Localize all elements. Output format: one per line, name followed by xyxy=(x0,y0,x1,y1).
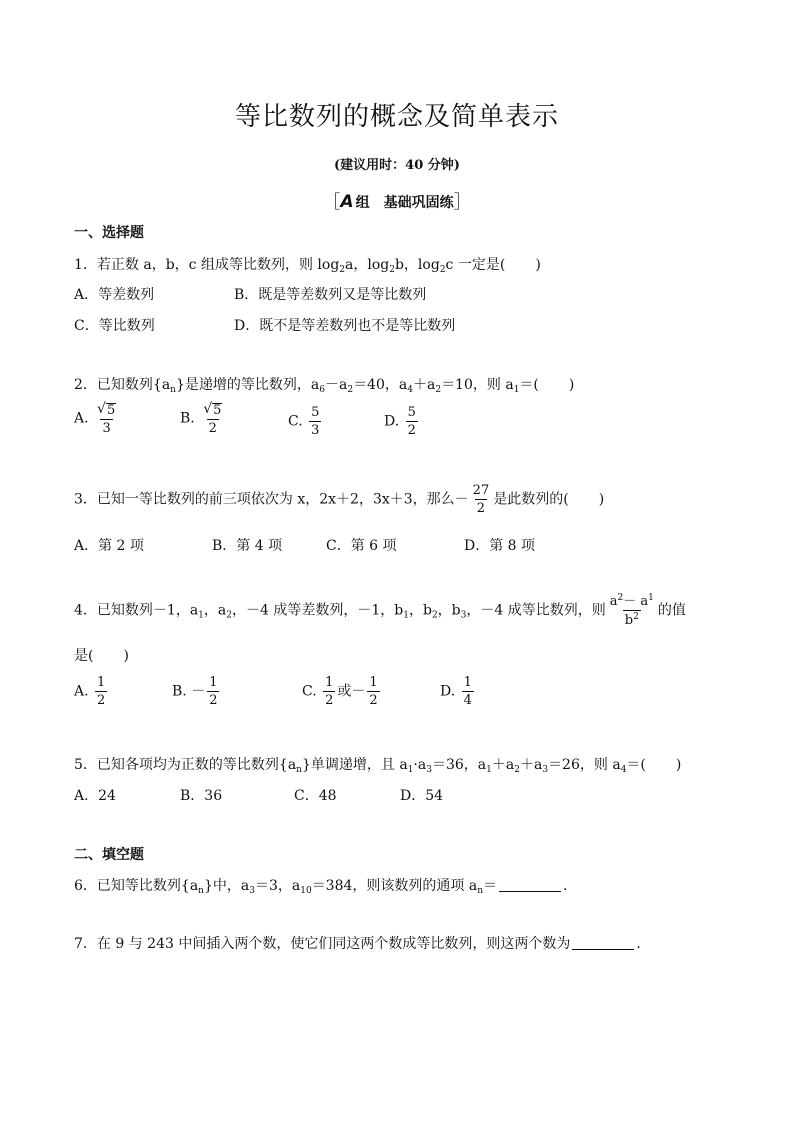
group-letter: A xyxy=(340,192,354,212)
bracket-open: ［ xyxy=(322,192,341,213)
question-2-option-a: A. √ 5 3 xyxy=(74,401,116,436)
group-label: 组 基础巩固练 xyxy=(355,195,454,211)
question-2-option-b: B. √ 5 2 xyxy=(180,401,222,436)
question-4-option-a: A. $\frac{1}{2}$ xyxy=(74,675,106,708)
question-5-stem: 5．已知各项均为正数的等比数列$\{a_n\}$单调递增，且 $a_1\cdot a_3=36$，$a_1+a_2+a_3=26$，则 $a_4=$( ) xyxy=(74,757,682,775)
question-5-option-b: B．36 xyxy=(180,788,223,804)
question-2-option-d: D. $\frac{5}{2}$ xyxy=(384,405,416,438)
section-choice: 一、选择题 xyxy=(74,225,144,241)
question-3-option-c: C．第 6 项 xyxy=(326,538,397,554)
page-title: 等比数列的概念及简单表示 xyxy=(234,102,559,132)
question-2-stem: 2．已知数列$\{a_n\}$是递增的等比数列，$a_6-a_2=40$，$a_4+a_2=10$，则 $a_1=$( ) xyxy=(74,377,575,395)
question-7-stem: 7．在 9 与 243 中间插入两个数，使它们同这两个数成等比数列，则这两个数为 . xyxy=(74,936,641,952)
question-3-option-a: A．第 2 项 xyxy=(74,538,144,554)
question-3-stem: 3．已知一等比数列的前三项依次为 x，2x＋2，3x＋3，那么－ $\frac{27}{2}$ 是此数列的( ) xyxy=(74,483,605,516)
bracket-close: ］ xyxy=(453,192,472,213)
question-4-option-c: C. $\frac{1}{2}$ 或－ $\frac{1}{2}$ xyxy=(302,675,378,708)
question-4-stem-cont: 是( ) xyxy=(74,648,129,664)
question-3-option-b: B．第 4 项 xyxy=(212,538,283,554)
answer-blank-7[interactable] xyxy=(572,935,634,950)
time-hint: (建议用时：40 分钟) xyxy=(334,158,460,173)
question-1-option-b: B．既是等差数列又是等比数列 xyxy=(234,287,427,303)
question-4-stem: 4．已知数列－1，$a_1$，$a_2$，－4 成等差数列，－1，$b_1$，$b_2$，$b_3$，－4 成等比数列，则 $\frac{a^2- a^1}{b^2}$ 的值 xyxy=(74,593,686,628)
question-2-option-c: C. $\frac{5}{3}$ xyxy=(288,405,320,438)
question-5-option-d: D．54 xyxy=(400,788,444,804)
question-1-option-d: D．既不是等差数列也不是等比数列 xyxy=(234,318,456,334)
question-4-option-d: D. $\frac{1}{4}$ xyxy=(440,675,472,708)
question-3-option-d: D．第 8 项 xyxy=(464,538,536,554)
group-header xyxy=(0,188,794,214)
question-5-option-c: C．48 xyxy=(294,788,337,804)
question-4-option-b: B. － $\frac{1}{2}$ xyxy=(172,675,218,708)
question-6-stem: 6．已知等比数列$\{a_n\}$中，$a_3=3$，$a_{10}=384$，则该数列的通项 $a_n=$ . xyxy=(74,878,568,896)
section-fill: 二、填空题 xyxy=(74,847,144,863)
question-1-option-c: C．等比数列 xyxy=(74,318,155,334)
answer-blank-6[interactable] xyxy=(499,877,561,892)
question-5-option-a: A．24 xyxy=(74,788,116,804)
question-1-stem: 1．若正数 a，b，c 组成等比数列，则 $\log_2a$，$\log_2b$，$\log_2c$ 一定是( ) xyxy=(74,257,541,275)
question-1-option-a: A．等差数列 xyxy=(74,287,155,303)
